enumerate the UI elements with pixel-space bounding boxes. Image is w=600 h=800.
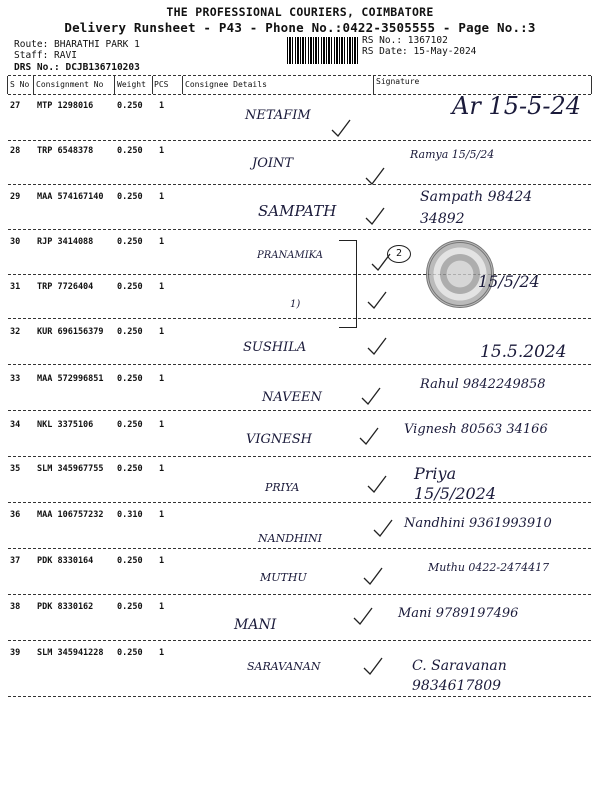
col-divider [373,76,374,94]
row-pcs: 1 [159,510,165,520]
row-signature: Sampath 98424 34892 [420,189,533,227]
row-sno: 37 [10,556,21,566]
header-top-rule [8,75,591,76]
check-mark-icon [366,336,388,356]
row-sno: 28 [10,146,21,156]
row-sno: 34 [10,420,21,430]
row-signature: Rahul 9842249858 [420,377,546,392]
row-consignee: NETAFIM [245,108,311,123]
row-divider [8,410,591,411]
row-consignment: TRP 6548378 [37,146,94,156]
row-consignment: MAA 106757232 [37,510,104,520]
row-divider [8,318,591,319]
row-weight: 0.250 [117,146,143,156]
row-sno: 31 [10,282,21,292]
row-pcs: 1 [159,464,165,474]
row-sno: 32 [10,327,21,337]
check-mark-icon [352,606,374,626]
check-mark-icon [360,386,382,406]
row-signature: 15/5/24 [478,272,540,291]
check-mark-icon [366,290,388,310]
row-consignment: RJP 3414088 [37,237,94,247]
row-signature: Mani 9789197496 [398,606,519,621]
row-pcs: 1 [159,237,165,247]
row-consignment: PDK 8330164 [37,556,94,566]
row-divider [8,229,591,230]
row-consignee: VIGNESH [246,432,313,447]
grouping-bracket [339,240,357,328]
row-pcs: 1 [159,556,165,566]
row-consignee: SUSHILA [243,340,307,355]
row-consignee: SAMPATH [258,202,337,220]
runsheet-subtitle: Delivery Runsheet - P43 - Phone No.:0422-3505555 - Page No.:3 [64,20,536,35]
row-weight: 0.250 [117,556,143,566]
col-header-signature: Signature [376,77,420,86]
check-mark-icon [330,118,352,138]
row-consignment: KUR 696156379 [37,327,104,337]
row-sno: 33 [10,374,21,384]
row-divider [8,640,591,641]
row-signature: Priya 15/5/2024 [414,464,497,503]
check-mark-icon [370,252,392,272]
col-divider [591,76,592,94]
row-consignment: MAA 574167140 [37,192,104,202]
row-consignment: PDK 8330162 [37,602,94,612]
row-weight: 0.250 [117,192,143,202]
row-signature: Nandhini 9361993910 [404,516,552,531]
row-divider [8,696,591,697]
row-weight: 0.250 [117,648,143,658]
rs-date: RS Date: 15-May-2024 [362,46,477,57]
row-consignee: SARAVANAN [247,660,321,673]
row-consignee: JOINT [252,156,294,171]
row-consignment: NKL 3375106 [37,420,94,430]
row-divider [8,548,591,549]
row-sno: 36 [10,510,21,520]
row-pcs: 1 [159,146,165,156]
row-divider [8,594,591,595]
row-sno: 30 [10,237,21,247]
check-mark-icon [372,518,394,538]
row-signature: 2 [387,245,411,263]
row-weight: 0.250 [117,282,143,292]
row-weight: 0.250 [117,327,143,337]
row-weight: 0.250 [117,464,143,474]
row-pcs: 1 [159,192,165,202]
row-pcs: 1 [159,648,165,658]
col-divider [182,76,183,94]
row-weight: 0.250 [117,602,143,612]
row-sno: 35 [10,464,21,474]
col-divider [114,76,115,94]
col-divider [7,76,8,94]
drs-number: DRS No.: DCJB136710203 [14,62,140,73]
row-consignment: MTP 1298016 [37,101,94,111]
row-consignee: MANI [234,617,277,633]
row-consignee: 1) [290,299,301,310]
col-header-consignee: Consignee Details [185,80,267,89]
check-mark-icon [364,206,386,226]
col-divider [33,76,34,94]
rs-number: RS No.: 1367102 [362,35,448,46]
barcode [287,37,359,64]
check-mark-icon [362,566,384,586]
row-divider [8,364,591,365]
row-signature: 15.5.2024 [480,342,567,362]
row-pcs: 1 [159,602,165,612]
row-pcs: 1 [159,374,165,384]
row-sno: 39 [10,648,21,658]
row-consignment: SLM 345941228 [37,648,104,658]
row-signature: C. Saravanan 9834617809 [412,658,507,694]
col-header-weight: Weight [117,80,146,89]
row-sno: 29 [10,192,21,202]
row-divider [8,456,591,457]
row-weight: 0.250 [117,374,143,384]
row-divider [8,502,591,503]
row-consignment: MAA 572996851 [37,374,104,384]
row-consignment: SLM 345967755 [37,464,104,474]
row-sno: 38 [10,602,21,612]
row-signature: Vignesh 80563 34166 [404,422,548,437]
row-pcs: 1 [159,327,165,337]
row-signature: Ar 15-5-24 [452,92,581,120]
row-divider [8,140,591,141]
row-consignee: PRIYA [265,481,300,494]
row-weight: 0.250 [117,101,143,111]
row-consignee: MUTHU [260,571,307,584]
row-signature: Ramya 15/5/24 [410,148,495,161]
company-title: THE PROFESSIONAL COURIERS, COIMBATORE [166,5,434,19]
row-divider [8,184,591,185]
row-signature: Muthu 0422-2474417 [428,561,550,574]
row-consignee: PRANAMIKA [257,250,323,261]
staff-label: Staff: RAVI [14,50,77,61]
row-weight: 0.250 [117,237,143,247]
row-consignee: NANDHINI [258,532,322,545]
col-header-consignment: Consignment No [36,80,104,89]
row-consignment: TRP 7726404 [37,282,94,292]
row-pcs: 1 [159,420,165,430]
col-header-pcs: PCS [154,80,169,89]
col-divider [152,76,153,94]
row-weight: 0.310 [117,510,143,520]
row-sno: 27 [10,101,21,111]
check-mark-icon [366,474,388,494]
check-mark-icon [364,166,386,186]
row-pcs: 1 [159,101,165,111]
route-label: Route: BHARATHI PARK 1 [14,39,140,50]
check-mark-icon [362,656,384,676]
row-pcs: 1 [159,282,165,292]
row-consignee: NAVEEN [262,390,322,405]
row-weight: 0.250 [117,420,143,430]
col-header-sno: S No [10,80,30,89]
check-mark-icon [358,426,380,446]
